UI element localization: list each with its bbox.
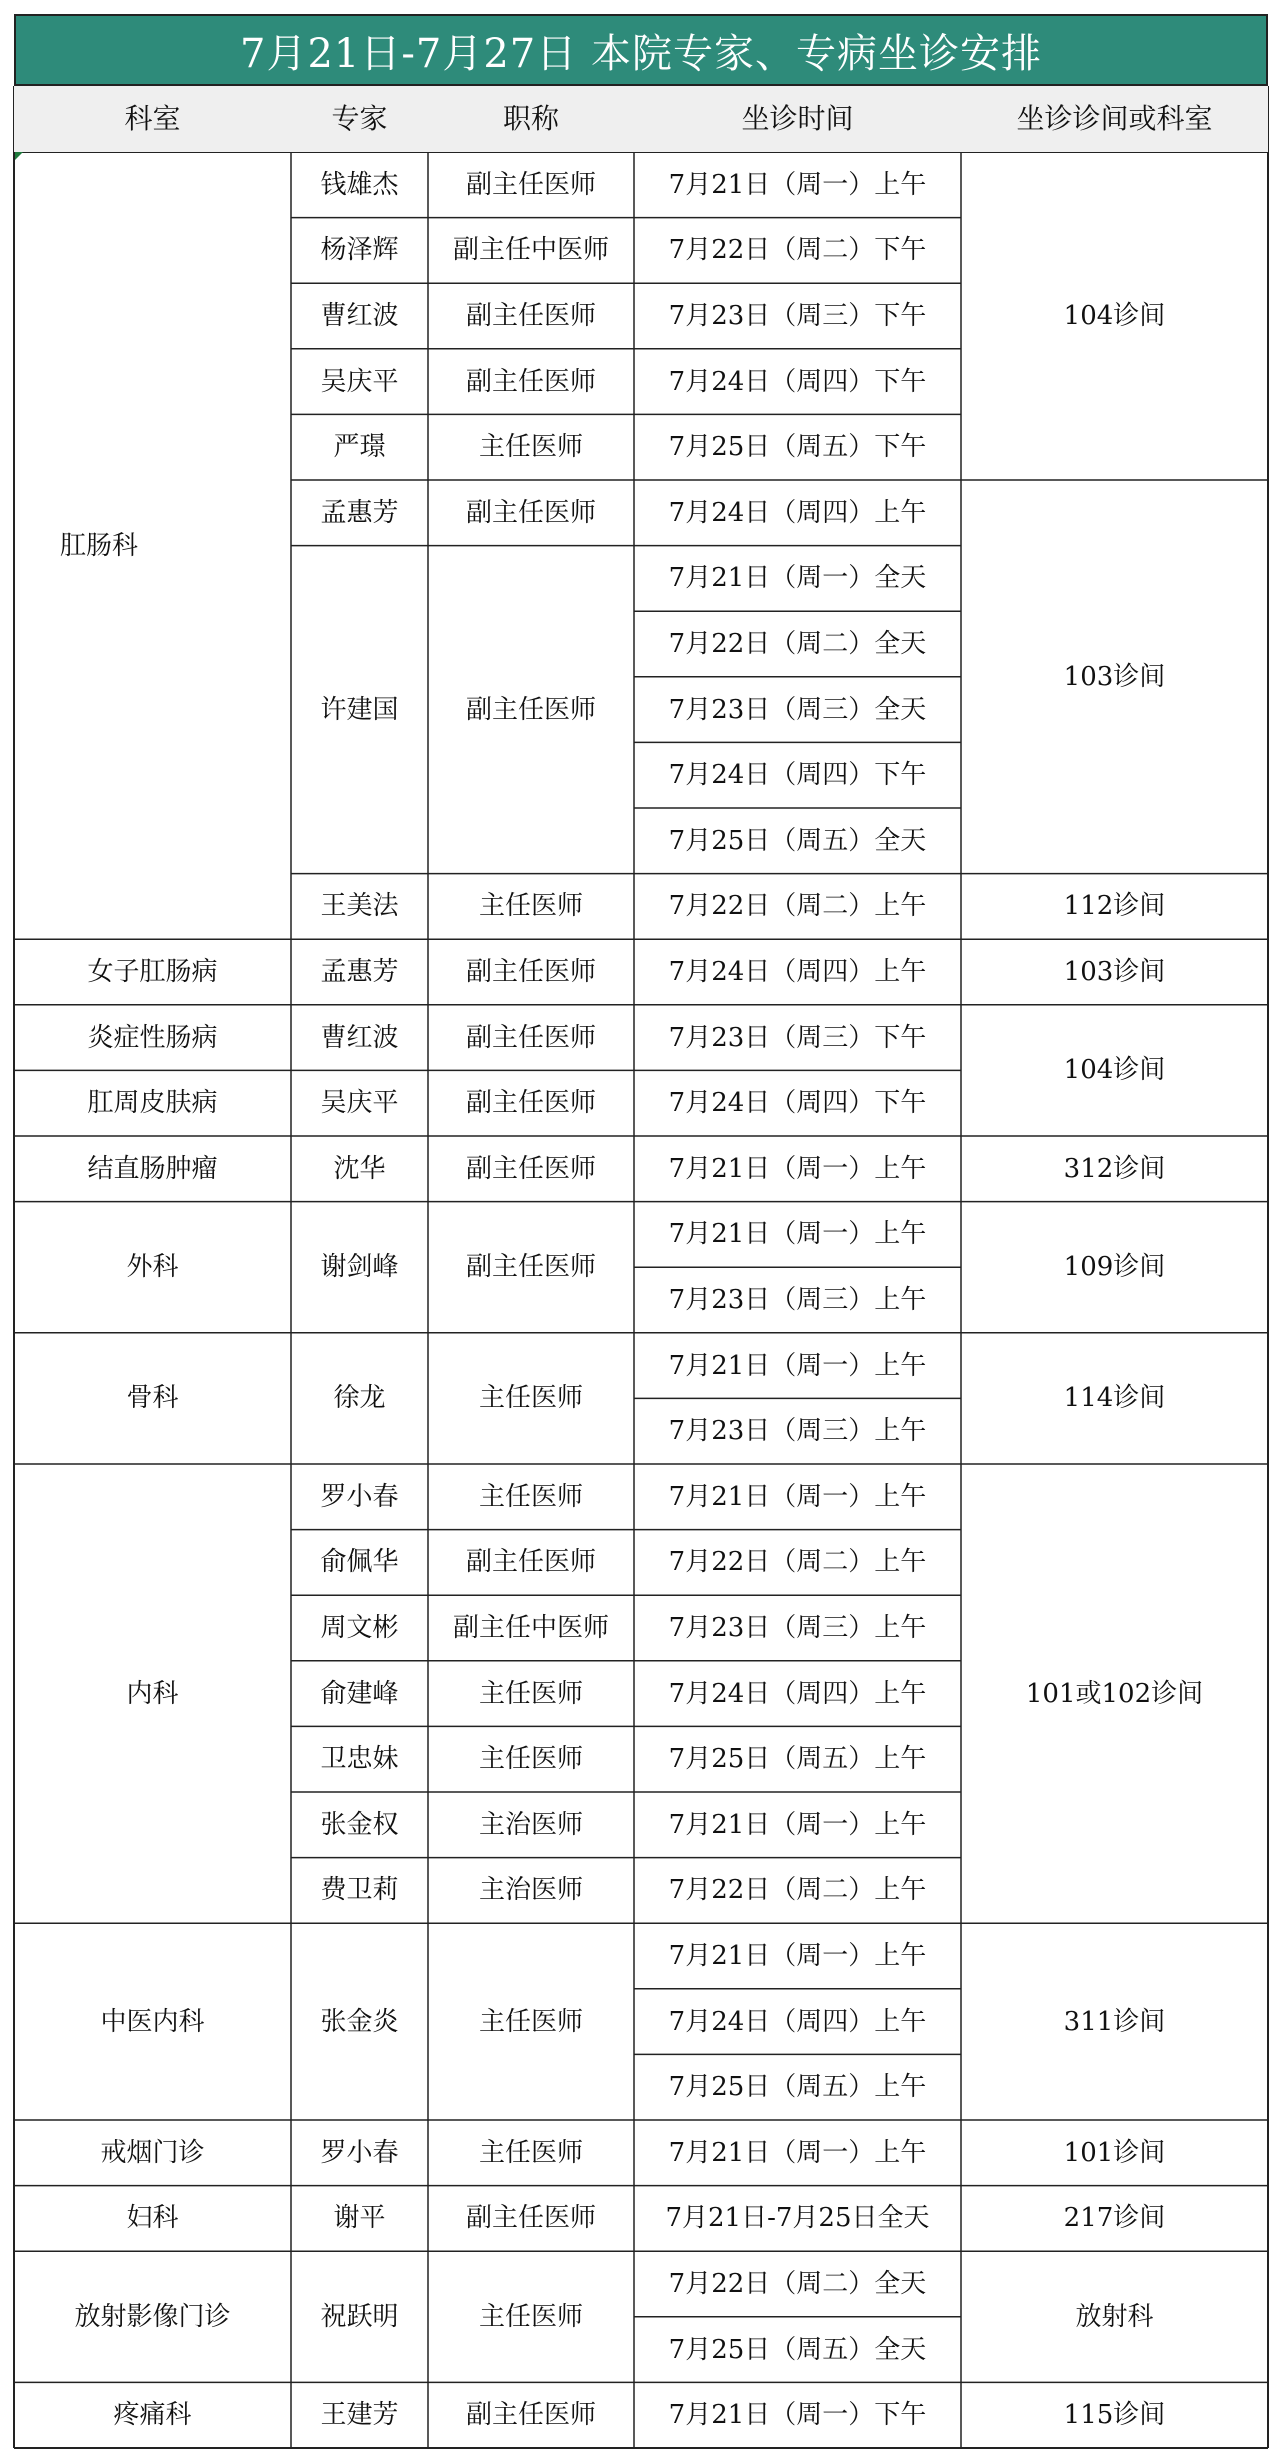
department-cell: 结直肠肿瘤 bbox=[87, 1153, 218, 1184]
column-header: 专家 bbox=[291, 86, 428, 152]
column-header: 坐诊时间 bbox=[634, 86, 961, 152]
consult-time: 7月24日（周四）下午 bbox=[668, 366, 927, 397]
department-cell: 骨科 bbox=[126, 1383, 179, 1414]
consult-room: 103诊间 bbox=[1063, 661, 1166, 692]
consult-time: 7月21日（周一）上午 bbox=[668, 1219, 927, 1250]
consult-room: 312诊间 bbox=[1063, 1153, 1166, 1184]
expert-title: 副主任医师 bbox=[465, 956, 596, 987]
expert-title: 副主任医师 bbox=[465, 1547, 596, 1578]
department-cell: 肛周皮肤病 bbox=[87, 1088, 218, 1119]
consult-time: 7月23日（周三）上午 bbox=[668, 1284, 927, 1315]
consult-time: 7月22日（周二）上午 bbox=[668, 891, 927, 922]
column-header: 科室 bbox=[14, 86, 291, 152]
expert-name: 俞建峰 bbox=[320, 1678, 399, 1709]
column-header: 坐诊诊间或科室 bbox=[961, 86, 1268, 152]
expert-name: 罗小春 bbox=[320, 2137, 399, 2168]
consult-time: 7月22日（周二）上午 bbox=[668, 1875, 927, 1906]
expert-name: 卫忠妹 bbox=[320, 1744, 399, 1775]
expert-title: 副主任医师 bbox=[465, 169, 596, 200]
expert-title: 主任医师 bbox=[478, 2301, 583, 2332]
expert-name: 曹红波 bbox=[320, 1022, 399, 1053]
consult-time: 7月24日（周四）上午 bbox=[668, 1678, 927, 1709]
department-cell: 外科 bbox=[126, 1252, 179, 1283]
expert-title: 主任医师 bbox=[478, 2137, 583, 2168]
department-cell: 放射影像门诊 bbox=[74, 2301, 231, 2332]
consult-room: 104诊间 bbox=[1063, 1055, 1166, 1086]
consult-room: 115诊间 bbox=[1063, 2400, 1166, 2431]
consult-time: 7月23日（周三）全天 bbox=[668, 694, 927, 725]
consult-time: 7月22日（周二）下午 bbox=[668, 235, 927, 266]
consult-room: 311诊间 bbox=[1063, 2006, 1166, 2037]
page-title: 7月21日-7月27日 本院专家、专病坐诊安排 bbox=[14, 14, 1268, 86]
consult-time: 7月21日（周一）全天 bbox=[668, 563, 927, 594]
expert-title: 主任医师 bbox=[478, 1678, 583, 1709]
expert-name: 曹红波 bbox=[320, 300, 399, 331]
expert-title: 副主任医师 bbox=[465, 694, 596, 725]
consult-time: 7月25日（周五）全天 bbox=[668, 2334, 927, 2365]
consult-room: 104诊间 bbox=[1063, 301, 1166, 331]
expert-name: 王美法 bbox=[320, 891, 399, 922]
expert-name: 许建国 bbox=[320, 694, 399, 725]
expert-name: 祝跃明 bbox=[320, 2301, 399, 2332]
expert-name: 谢平 bbox=[333, 2203, 386, 2234]
expert-name: 俞佩华 bbox=[320, 1547, 399, 1578]
expert-title: 副主任医师 bbox=[465, 2400, 596, 2431]
consult-time: 7月22日（周二）全天 bbox=[668, 628, 927, 659]
expert-title: 副主任医师 bbox=[465, 2203, 596, 2234]
consult-time: 7月23日（周三）下午 bbox=[668, 300, 927, 331]
consult-time: 7月21日（周一）上午 bbox=[668, 1350, 927, 1381]
department-cell: 戒烟门诊 bbox=[100, 2137, 205, 2168]
expert-title: 副主任中医师 bbox=[452, 235, 609, 266]
expert-name: 吴庆平 bbox=[320, 1088, 399, 1119]
consult-time: 7月25日（周五）上午 bbox=[668, 1744, 927, 1775]
consult-time: 7月25日（周五）下午 bbox=[668, 432, 927, 463]
consult-time: 7月24日（周四）下午 bbox=[668, 760, 927, 791]
expert-title: 副主任医师 bbox=[465, 1252, 596, 1283]
consult-time: 7月21日-7月25日全天 bbox=[665, 2203, 930, 2234]
expert-title: 副主任医师 bbox=[465, 300, 596, 331]
expert-title: 主治医师 bbox=[478, 1809, 583, 1840]
expert-name: 周文彬 bbox=[320, 1612, 399, 1643]
consult-time: 7月25日（周五）全天 bbox=[668, 825, 927, 856]
consult-time: 7月25日（周五）上午 bbox=[668, 2072, 927, 2103]
consult-time: 7月22日（周二）上午 bbox=[668, 1547, 927, 1578]
expert-title: 副主任医师 bbox=[465, 1153, 596, 1184]
consult-time: 7月21日（周一）上午 bbox=[668, 1153, 927, 1184]
consult-time: 7月21日（周一）上午 bbox=[668, 1940, 927, 1971]
consult-room: 217诊间 bbox=[1063, 2203, 1166, 2234]
expert-name: 杨泽辉 bbox=[320, 235, 399, 266]
consult-time: 7月23日（周三）下午 bbox=[668, 1022, 927, 1053]
department-cell: 疼痛科 bbox=[113, 2400, 192, 2431]
consult-room: 109诊间 bbox=[1063, 1252, 1166, 1283]
consult-room: 101或102诊间 bbox=[1025, 1678, 1204, 1709]
consult-time: 7月24日（周四）下午 bbox=[668, 1088, 927, 1119]
expert-title: 副主任医师 bbox=[465, 366, 596, 397]
department-cell: 女子肛肠病 bbox=[87, 956, 218, 987]
expert-name: 钱雄杰 bbox=[320, 169, 399, 200]
expert-title: 主任医师 bbox=[478, 2006, 583, 2037]
expert-title: 主任医师 bbox=[478, 1744, 583, 1775]
consult-time: 7月21日（周一）上午 bbox=[668, 1809, 927, 1840]
consult-time: 7月24日（周四）上午 bbox=[668, 497, 927, 528]
expert-title: 副主任中医师 bbox=[452, 1612, 609, 1643]
consult-time: 7月21日（周一）上午 bbox=[668, 2137, 927, 2168]
consult-time: 7月23日（周三）上午 bbox=[668, 1416, 927, 1447]
consult-time: 7月21日（周一）上午 bbox=[668, 169, 927, 200]
expert-name: 孟惠芳 bbox=[320, 956, 399, 987]
consult-room: 114诊间 bbox=[1063, 1383, 1166, 1414]
expert-title: 副主任医师 bbox=[465, 497, 596, 528]
consult-time: 7月21日（周一）下午 bbox=[668, 2400, 927, 2431]
consult-time: 7月24日（周四）上午 bbox=[668, 2006, 927, 2037]
department-cell: 妇科 bbox=[126, 2203, 179, 2234]
expert-name: 沈华 bbox=[333, 1153, 386, 1184]
consult-time: 7月22日（周二）全天 bbox=[668, 2268, 927, 2299]
expert-name: 严璟 bbox=[333, 432, 386, 463]
consult-time: 7月21日（周一）上午 bbox=[668, 1481, 927, 1512]
expert-title: 主治医师 bbox=[478, 1875, 583, 1906]
expert-title: 主任医师 bbox=[478, 1481, 583, 1512]
consult-room: 101诊间 bbox=[1063, 2137, 1166, 2168]
consult-time: 7月24日（周四）上午 bbox=[668, 956, 927, 987]
expert-name: 张金炎 bbox=[320, 2006, 399, 2037]
expert-title: 副主任医师 bbox=[465, 1088, 596, 1119]
expert-name: 王建芳 bbox=[320, 2400, 399, 2431]
expert-name: 徐龙 bbox=[333, 1383, 386, 1414]
expert-name: 吴庆平 bbox=[320, 366, 399, 397]
department-cell: 中医内科 bbox=[100, 2006, 205, 2037]
department-cell: 肛肠科 bbox=[60, 530, 139, 561]
consult-time: 7月23日（周三）上午 bbox=[668, 1612, 927, 1643]
expert-title: 主任医师 bbox=[478, 1383, 583, 1414]
expert-title: 副主任医师 bbox=[465, 1022, 596, 1053]
department-cell: 炎症性肠病 bbox=[87, 1022, 218, 1053]
expert-title: 主任医师 bbox=[478, 432, 583, 463]
department-cell: 内科 bbox=[126, 1678, 179, 1709]
consult-room: 112诊间 bbox=[1063, 891, 1166, 922]
consult-room: 103诊间 bbox=[1063, 956, 1166, 987]
expert-name: 张金权 bbox=[320, 1809, 399, 1840]
consult-room: 放射科 bbox=[1075, 2301, 1154, 2332]
expert-name: 孟惠芳 bbox=[320, 497, 399, 528]
expert-title: 主任医师 bbox=[478, 891, 583, 922]
expert-name: 罗小春 bbox=[320, 1481, 399, 1512]
expert-name: 费卫莉 bbox=[320, 1875, 399, 1906]
expert-name: 谢剑峰 bbox=[320, 1252, 399, 1283]
column-header: 职称 bbox=[428, 86, 634, 152]
